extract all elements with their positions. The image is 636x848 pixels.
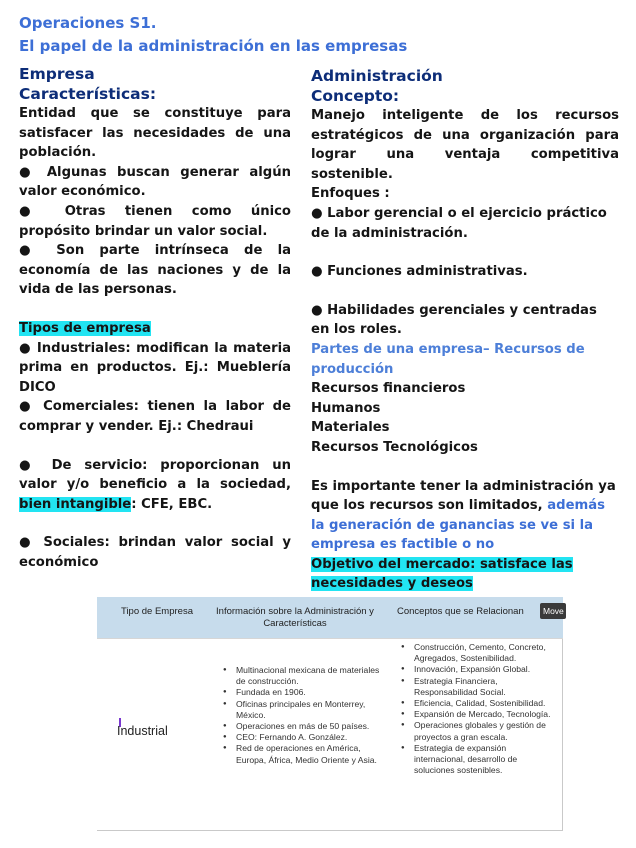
list-item: ● Construcción, Cemento, Concreto, Agregados, Sostenibilidad. xyxy=(401,642,553,664)
resource-item: Materiales xyxy=(311,420,390,436)
concepts-list xyxy=(401,642,553,776)
importance-text: Es importante tener la administración ya que los recursos son limitados, además la generación de ganancias se ve si la empresa es factible o no xyxy=(311,478,616,553)
highlight-bien-intangible: bien intangible xyxy=(19,496,132,512)
empresa-definition: Entidad que se constituye para satisfacer las necesidades de una población. xyxy=(19,106,291,161)
list-item: ● Estrategia Financiera, Responsabilidad Social. xyxy=(401,676,553,698)
enfoque-item: ● Funciones administrativas. xyxy=(311,264,528,280)
characteristic-item: ● Algunas buscan generar algún valor económico. xyxy=(19,164,291,200)
type-industrial: ● Industriales: modifican la materia prima en productos. Ej.: Mueblería DICO xyxy=(19,340,291,395)
resource-item: Recursos financieros xyxy=(311,381,466,397)
left-column xyxy=(19,64,291,572)
heading-empresa: Empresa xyxy=(19,65,95,83)
list-item: ● Multinacional mexicana de materiales de construcción. xyxy=(223,665,385,687)
column-header-concepts: Conceptos que se Relacionan xyxy=(397,606,524,617)
info-list xyxy=(223,665,385,766)
cell-company-type: Industrial xyxy=(117,724,168,738)
importance-highlight: además la generación de ganancias se ve si la empresa es factible o no xyxy=(311,498,606,553)
resource-item: Humanos xyxy=(311,400,381,416)
right-column xyxy=(311,66,619,594)
list-item: ● Innovación, Expansión Global. xyxy=(401,664,553,675)
list-item: ● Operaciones en más de 50 países. xyxy=(223,721,385,732)
table-header xyxy=(97,597,563,638)
enfoque-item: ● Labor gerencial o el ejercicio práctico de la administración. xyxy=(311,205,607,241)
market-objective: Objetivo del mercado: satisface las necesidades y deseos xyxy=(311,556,573,592)
list-item: ● CEO: Fernando A. González. xyxy=(223,732,385,743)
list-item: ● Fundada en 1906. xyxy=(223,687,385,698)
company-table xyxy=(97,597,563,831)
list-item: ● Estrategia de expansión internacional, desarrollo de soluciones sostenibles. xyxy=(401,743,553,777)
list-item: ● Oficinas principales en Monterrey, México. xyxy=(223,699,385,721)
tipos-heading: Tipos de empresa xyxy=(19,320,151,336)
move-button[interactable]: Move xyxy=(540,603,566,619)
table-divider xyxy=(97,638,563,639)
type-servicio: ● De servicio: proporcionan un valor y/o beneficio a la sociedad, bien intangible: CFE, EBC. xyxy=(19,457,291,512)
list-item: ● Expansión de Mercado, Tecnología. xyxy=(401,709,553,720)
enfoques-label: Enfoques : xyxy=(311,186,390,202)
heading-concepto: Concepto: xyxy=(311,87,400,105)
list-item: ● Eficiencia, Calidad, Sostenibilidad. xyxy=(401,698,553,709)
notes-title: Operaciones S1. xyxy=(19,14,157,32)
heading-caracteristicas: Características: xyxy=(19,85,157,103)
column-header-info: Información sobre la Administración y Características xyxy=(216,606,374,629)
enfoque-item: ● Habilidades gerenciales y centradas en los roles. xyxy=(311,302,597,338)
notes-subtitle: El papel de la administración en las empresas xyxy=(19,37,408,55)
type-comercial: ● Comerciales: tienen la labor de comprar y vender. Ej.: Chedraui xyxy=(19,399,291,434)
resource-item: Recursos Tecnológicos xyxy=(311,439,478,455)
admin-concept: Manejo inteligente de los recursos estratégicos de una organización para lograr una ventaja competitiva sostenible. xyxy=(311,108,619,182)
heading-administracion: Administración xyxy=(311,67,443,85)
type-social: ● Sociales: brindan valor social y económico xyxy=(19,535,291,570)
column-header-type: Tipo de Empresa xyxy=(121,606,193,617)
list-item: ● Operaciones globales y gestión de proyectos a gran escala. xyxy=(401,720,553,742)
partes-heading: Partes de una empresa– Recursos de producción xyxy=(311,341,585,377)
characteristic-item: ● Otras tienen como único propósito brindar un valor social. xyxy=(19,203,291,239)
list-item: ● Red de operaciones en América, Europa, África, Medio Oriente y Asia. xyxy=(223,743,385,765)
characteristic-item: ● Son parte intrínseca de la economía de las naciones y de la vida de las personas. xyxy=(19,243,291,298)
